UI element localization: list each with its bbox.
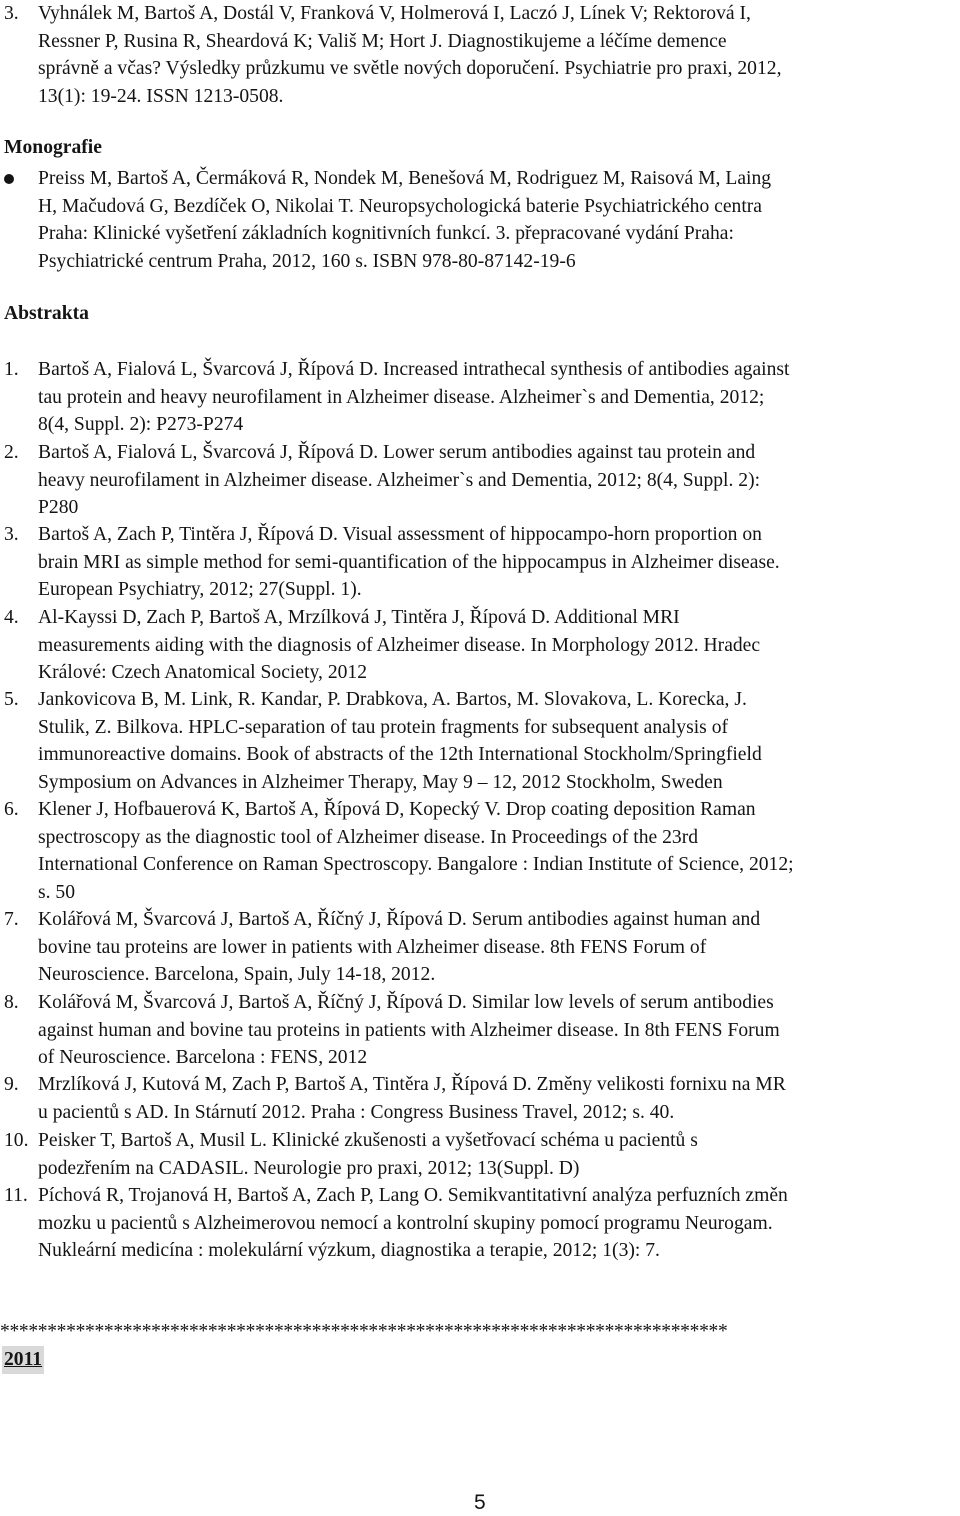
list-number: 3.: [4, 3, 19, 24]
list-number: 3.: [4, 524, 19, 545]
citation-line: s. 50: [38, 881, 76, 903]
abstract-entry: [38, 686, 956, 796]
citation-line: Bartoš A, Fialová L, Švarcová J, Řípová D. Lower serum antibodies against tau protein and: [38, 442, 756, 463]
citation-line: Stulik, Z. Bilkova. HPLC-separation of tau protein fragments for subsequent analysis of: [38, 716, 729, 738]
list-number: 4.: [4, 607, 19, 628]
citation-line: Bartoš A, Zach P, Tintěra J, Řípová D. Visual assessment of hippocampo-horn proportion on: [38, 524, 762, 545]
citation-line: International Conference on Raman Spectroscopy. Bangalore : Indian Institute of Science, 2012;: [38, 854, 794, 876]
list-number: 6.: [4, 799, 19, 820]
citation-line: P280: [38, 497, 79, 519]
citation-line: Ressner P, Rusina R, Sheardová K; Vališ M; Hort J. Diagnostikujeme a léčíme demence: [38, 30, 727, 52]
abstract-entry: [38, 521, 956, 604]
bullet-icon: [4, 174, 14, 184]
citation-line: Kolářová M, Švarcová J, Bartoš A, Říčný J, Řípová D. Similar low levels of serum antibodies: [38, 992, 774, 1013]
citation-line: Praha: Klinické vyšetření základních kognitivních funkcí. 3. přepracované vydání Praha:: [38, 223, 734, 245]
citation-line: Bartoš A, Fialová L, Švarcová J, Řípová D. Increased intrathecal synthesis of antibodies against: [38, 359, 790, 380]
citation-line: heavy neurofilament in Alzheimer disease. Alzheimer`s and Dementia, 2012; 8(4, Suppl. 2):: [38, 469, 761, 491]
citation-line: Peisker T, Bartoš A, Musil L. Klinické zkušenosti a vyšetřovací schéma u pacientů s: [38, 1130, 698, 1151]
citation-line: Al-Kayssi D, Zach P, Bartoš A, Mrzílková J, Tintěra J, Řípová D. Additional MRI: [38, 607, 680, 628]
abstract-entry: [38, 1071, 956, 1126]
citation-line: measurements aiding with the diagnosis of Alzheimer disease. In Morphology 2012. Hradec: [38, 634, 761, 656]
citation-line: bovine tau proteins are lower in patients with Alzheimer disease. 8th FENS Forum of: [38, 936, 707, 958]
citation-line: H, Mačudová G, Bezdíček O, Nikolai T. Neuropsychologická baterie Psychiatrického centra: [38, 195, 763, 217]
citation-line: Jankovicova B, M. Link, R. Kandar, P. Drabkova, A. Bartos, M. Slovakova, L. Korecka, J.: [38, 689, 747, 710]
abstract-entry: [38, 1127, 956, 1182]
citation-line: u pacientů s AD. In Stárnutí 2012. Praha : Congress Business Travel, 2012; s. 40.: [38, 1101, 675, 1123]
list-number: 7.: [4, 909, 19, 930]
citation-line: Nukleární medicína : molekulární výzkum, diagnostika a terapie, 2012; 1(3): 7.: [38, 1240, 660, 1262]
citation-line: mozku u pacientů s Alzheimerovou nemocí a kontrolní skupiny pomocí programu Neurogam.: [38, 1212, 773, 1234]
year-heading: 2011: [2, 1346, 44, 1374]
citation-line: 13(1): 19-24. ISSN 1213-0508.: [38, 85, 284, 107]
monograph-entry: [38, 165, 956, 275]
abstract-entry: [38, 604, 956, 687]
citation-line: of Neuroscience. Barcelona : FENS, 2012: [38, 1047, 368, 1069]
citation-line: tau protein and heavy neurofilament in Alzheimer disease. Alzheimer`s and Dementia, 2012;: [38, 386, 765, 408]
list-number: 2.: [4, 442, 19, 463]
citation-line: immunoreactive domains. Book of abstracts of the 12th International Stockholm/Springfield: [38, 744, 762, 766]
citation-line: Mrzlíková J, Kutová M, Zach P, Bartoš A, Tintěra J, Řípová D. Změny velikosti fornixu na MR: [38, 1074, 786, 1095]
abstract-entry: [38, 989, 956, 1072]
abstract-entry: [38, 796, 956, 906]
citation-line: Vyhnálek M, Bartoš A, Dostál V, Franková V, Holmerová I, Laczó J, Línek V; Rektorová I,: [38, 3, 751, 24]
citation-line: Kolářová M, Švarcová J, Bartoš A, Říčný J, Řípová D. Serum antibodies against human and: [38, 909, 761, 930]
list-number: 9.: [4, 1074, 19, 1095]
list-number: 1.: [4, 359, 19, 380]
page-number: 5: [474, 1491, 486, 1514]
citation-line: Klener J, Hofbauerová K, Bartoš A, Řípová D, Kopecký V. Drop coating deposition Raman: [38, 799, 756, 820]
citation-line: 8(4, Suppl. 2): P273-P274: [38, 414, 244, 436]
citation-line: Symposium on Advances in Alzheimer Therapy, May 9 – 12, 2012 Stockholm, Sweden: [38, 771, 723, 793]
citation-line: Psychiatrické centrum Praha, 2012, 160 s. ISBN 978-80-87142-19-6: [38, 250, 576, 272]
citation-line: správně a včas? Výsledky průzkumu ve světle nových doporučení. Psychiatrie pro praxi, 2012,: [38, 58, 782, 80]
citation-line: against human and bovine tau proteins in patients with Alzheimer disease. In 8th FENS Forum: [38, 1019, 780, 1041]
list-number: 5.: [4, 689, 19, 710]
list-number: 11.: [4, 1185, 28, 1206]
citation-line: Preiss M, Bartoš A, Čermáková R, Nondek M, Benešová M, Rodriguez M, Raisová M, Laing: [38, 168, 772, 189]
asterisk-separator: *****************************************************************************: [0, 1321, 728, 1342]
citation-line: podezřením na CADASIL. Neurologie pro praxi, 2012; 13(Suppl. D): [38, 1157, 580, 1179]
citation-line: brain MRI as simple method for semi-quantification of the hippocampus in Alzheimer disease.: [38, 551, 780, 573]
citation-line: Králové: Czech Anatomical Society, 2012: [38, 662, 368, 684]
section-heading-monografie: Monografie: [4, 137, 102, 158]
abstract-entry: [38, 356, 956, 439]
citation-line: European Psychiatry, 2012; 27(Suppl. 1).: [38, 579, 362, 601]
abstract-entry: [38, 906, 956, 989]
section-heading-abstrakta: Abstrakta: [4, 303, 89, 324]
abstract-entry: [38, 1182, 956, 1265]
citation-line: Píchová R, Trojanová H, Bartoš A, Zach P, Lang O. Semikvantitativní analýza perfuzních změn: [38, 1185, 788, 1206]
citation-entry: [38, 0, 956, 110]
citation-line: Neuroscience. Barcelona, Spain, July 14-18, 2012.: [38, 964, 436, 986]
list-number: 8.: [4, 992, 19, 1013]
citation-line: spectroscopy as the diagnostic tool of Alzheimer disease. In Proceedings of the 23rd: [38, 826, 699, 848]
abstract-entry: [38, 439, 956, 522]
list-number: 10.: [4, 1130, 29, 1151]
